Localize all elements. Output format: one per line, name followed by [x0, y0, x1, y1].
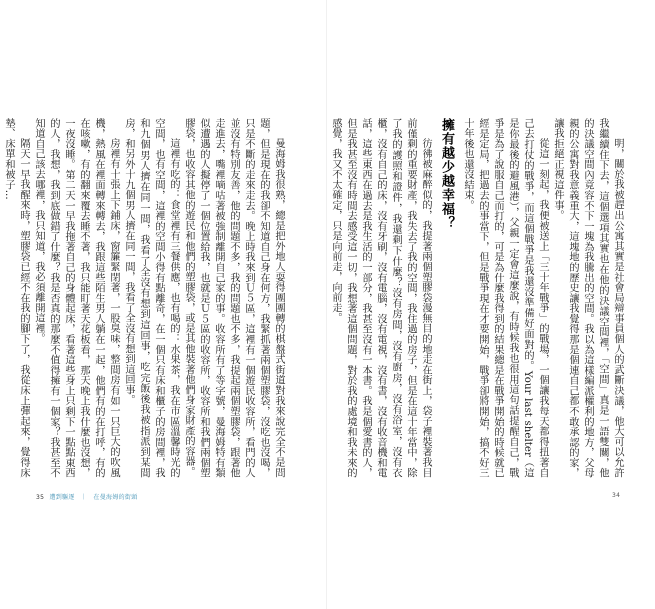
- right-body-text: [330, 118, 625, 478]
- left-body-text: [3, 118, 286, 478]
- right-page-footer: [612, 492, 620, 499]
- right-page: [327, 0, 655, 609]
- left-paragraph-1: 曼海姆我很熟，總是把外地人耍得團團轉的棋盤式街道對我來說完全不是問題，但是現在的我卻不知道自己身在何方，我緊抓著兩個塑膠袋，沒吃也沒喝，只是不斷的走來走去。晚上時我來到Ｕ５區，這裡有一個遊民收容所，看門的人並沒有特別友善，他的問題不多，我的問題也不多，我提起兩個塑膠袋，跟著他走進去，嘴裡嘀咕著被強制離開自己家的事。收容所有了等字號，曼海姆特有類似遭遇的人擬停了一個位置給我，也就是Ｕ５區的收容所，收容所和我們兩個塑膠袋，也收容其他的遊民和他們的塑膠袋，或是其他裝著他們身家財產的容器。: [183, 118, 284, 478]
- chapter-subtitle: 在曼海姆的街頭: [93, 494, 138, 501]
- chapter-title: 遭到驅逐: [49, 494, 75, 501]
- left-page-footer: 35 遭到驅逐 ｜ 在曼海姆的街頭: [36, 494, 138, 501]
- left-paragraph-4: 隔天一早我醒來時，塑膠袋已經不在我的腳下了，我從床上彈起來，覺得床墊、床單和被子...: [3, 118, 29, 478]
- left-page: [0, 0, 327, 609]
- right-paragraph-1: 明，關於我被趕出公寓其實是社會局辯事員個人的武斷決議，他大可以允許我繼續住下去，這個選項其實也在他的決議空間裡，「空間」真是一語雙關，他的決議空間內竟容不下一塊為我騰出的空間。我以為這樣編派權利的地方，父母親的公寓對我意義重大，這塊地的歷史讓我覺得那是個連自己都不敢承認的家，讓我拒絕正視這件事。: [552, 118, 623, 478]
- section-heading: 擁有越少越幸福？: [439, 118, 454, 230]
- right-paragraph-2: 從這一刻起，我便被送上「三十年戰爭」的戰場，一個讓我每天都得扭著自己去打仗的戰爭，而這個戰爭是我還沒準備好面對的。Your last shelter（這是你最後的避風港），父親一定會這麼說，有時候我也很用這句話提醒自己，戰爭是為了說服自己而打的，可是為什麼我得到的結果總是在戰爭開始的時候就已經是定局，把過去的事當下，但是戰爭現在才要開始，戰爭卻將開始，搞不好三十年後也還沒結束。: [462, 118, 548, 478]
- left-paragraph-2: 這裡有吃的：食堂裡有三餐供應，也有喝的：水果茶，我在市區溫馨時光的空間，也有空間，這裡的空間小得有點離奇，在一個只有床和櫃子的房間裡，我和九個男人擠在同一間，我看了全沒有想到這回事，吃完飯後我被指派到某間房，和另外十九個男人擠在同一間，我看了全沒有想到這回事。: [123, 118, 179, 478]
- right-page-number: 34: [612, 492, 621, 499]
- right-paragraph-3: 彷彿被麻醉似的，我提著兩個塑膠袋漫無目的地走在街上，袋子裡裝著我目前僅剩的重要財產，我失去了我的空間，我住過的房子，但是在這十年當中，除了我的護照和證件，我還剩下什麼？沒有房間，沒有廚房，沒有浴室，沒有衣櫃，沒有自己的床，沒有牙刷，沒有電腦，沒有電視，沒有書，沒有收音機和電話，這些東西在過去是我生活的一部分，我甚至沒有一本書。我是個愛書的人，但是我甚至沒有時間去感受這一切，我想著這個問題，對於我的處境和我未來的感覺，我又不太確定，只是向前走，向前走。: [330, 118, 431, 478]
- left-page-number: 35: [36, 494, 45, 501]
- left-paragraph-3: 房裡有十張上下鋪床，窗簾緊閉著，一股臭味，整間房有如一只巨大的吹風機，熱風在裡面轉來轉去，我跟這些陌生男人躺在一起，他們有的在打呼，有的在咳嗽，有的翻來覆去睡不著，我只能盯著天花板看，那天晚上我什麼也沒想，一夜沒睡。第二天一早我拖著自己的身體起床，看著這些身上只剩下一點點東西的人，我想，我到底做錯了什麼？我是否真的那麼不值得擁有一個家？我甚至不知道自己該去哪裡，我只知道，我必須離開這裡。: [33, 118, 119, 478]
